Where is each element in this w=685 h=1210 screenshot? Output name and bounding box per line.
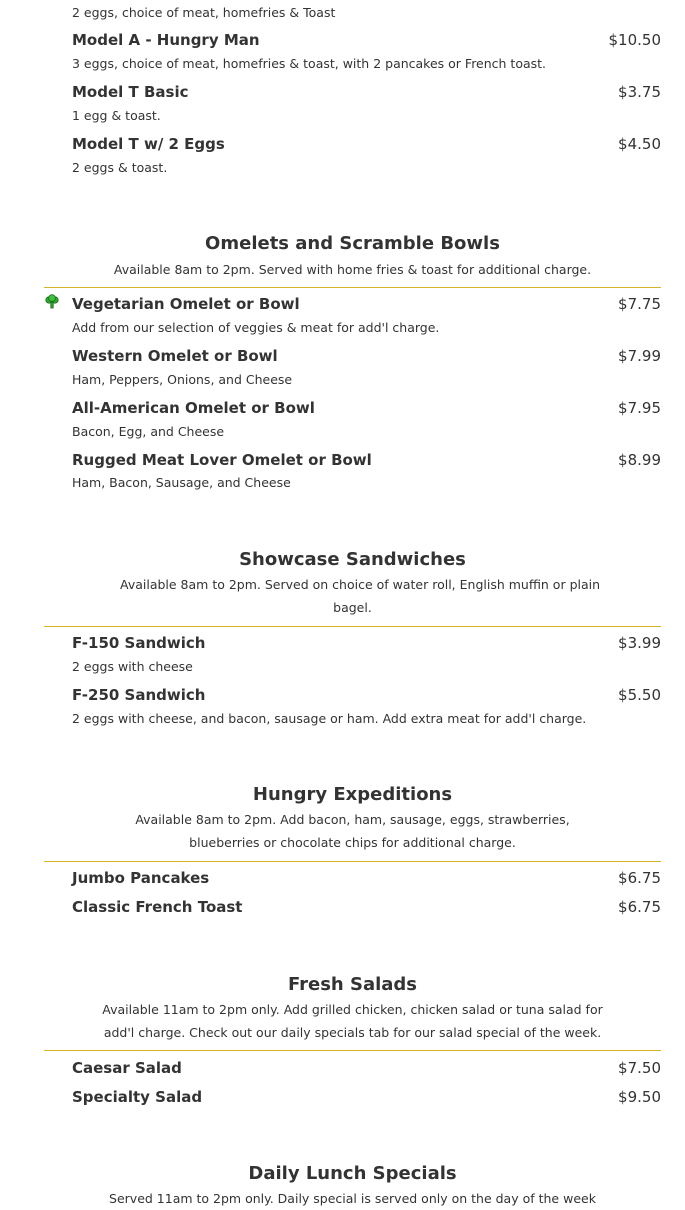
item-price: $7.75 bbox=[618, 295, 661, 313]
subtitle-line: Available 8am to 2pm. Served on choice of water roll, English muffin or plain bbox=[120, 577, 601, 592]
item-description: 2 eggs & toast. bbox=[72, 160, 168, 175]
item-price: $8.99 bbox=[618, 451, 661, 469]
item-name: Vegetarian Omelet or Bowl bbox=[72, 295, 300, 313]
section-subtitle-salads bbox=[100, 998, 605, 1044]
item-description: 3 eggs, choice of meat, homefries & toast, with 2 pancakes or French toast. bbox=[72, 56, 547, 71]
item-name: Classic French Toast bbox=[72, 898, 243, 916]
item-name: Specialty Salad bbox=[72, 1088, 203, 1106]
item-price: $9.50 bbox=[618, 1088, 661, 1106]
item-description: 2 eggs with cheese, and bacon, sausage or ham. Add extra meat for add'l charge. bbox=[72, 711, 587, 726]
section-title-sandwiches: Showcase Sandwiches bbox=[239, 549, 466, 570]
subtitle-line: Available 8am to 2pm. Add bacon, ham, sausage, eggs, strawberries, bbox=[135, 812, 570, 827]
item-price: $6.75 bbox=[618, 869, 661, 887]
section-divider bbox=[44, 287, 661, 288]
item-name: Caesar Salad bbox=[72, 1059, 182, 1077]
item-price: $7.99 bbox=[618, 347, 661, 365]
section-title-expeditions: Hungry Expeditions bbox=[252, 784, 453, 805]
section-divider bbox=[44, 1050, 661, 1051]
item-price: $5.50 bbox=[618, 686, 661, 704]
item-description: Bacon, Egg, and Cheese bbox=[72, 424, 225, 439]
item-description: 1 egg & toast. bbox=[72, 108, 161, 123]
subtitle-line: Available 11am to 2pm only. Add grilled chicken, chicken salad or tuna salad for bbox=[102, 1002, 603, 1017]
item-name: Rugged Meat Lover Omelet or Bowl bbox=[72, 451, 372, 469]
item-description: 2 eggs, choice of meat, homefries & Toast bbox=[72, 5, 336, 20]
item-description: Add from our selection of veggies & meat for add'l charge. bbox=[72, 320, 440, 335]
item-name: F-250 Sandwich bbox=[72, 686, 206, 704]
section-subtitle-expeditions bbox=[120, 808, 585, 854]
item-description: Ham, Bacon, Sausage, and Cheese bbox=[72, 475, 291, 490]
item-name: Model A - Hungry Man bbox=[72, 31, 260, 49]
subtitle-line: add'l charge. Check out our daily specials tab for our salad special of the week. bbox=[103, 1025, 602, 1040]
section-divider bbox=[44, 626, 661, 627]
item-price: $10.50 bbox=[608, 31, 661, 49]
subtitle-line: bagel. bbox=[333, 600, 372, 615]
broccoli-icon bbox=[44, 294, 60, 310]
item-name: F-150 Sandwich bbox=[72, 634, 206, 652]
section-subtitle-lunch-specials bbox=[44, 1187, 661, 1210]
section-title-omelets: Omelets and Scramble Bowls bbox=[205, 233, 500, 254]
item-description: Ham, Peppers, Onions, and Cheese bbox=[72, 372, 293, 387]
section-title-lunch-specials: Daily Lunch Specials bbox=[248, 1163, 457, 1184]
item-description: 2 eggs with cheese bbox=[72, 659, 193, 674]
item-price: $6.75 bbox=[618, 898, 661, 916]
item-name: Model T w/ 2 Eggs bbox=[72, 135, 225, 153]
subtitle-line: Served 11am to 2pm only. Daily special is served only on the day of the week bbox=[109, 1191, 596, 1206]
item-price: $7.50 bbox=[618, 1059, 661, 1077]
item-name: Model T Basic bbox=[72, 83, 189, 101]
item-price: $3.99 bbox=[618, 634, 661, 652]
section-subtitle-sandwiches bbox=[120, 573, 601, 619]
section-subtitle-omelets: Available 8am to 2pm. Served with home fries & toast for additional charge. bbox=[113, 262, 592, 277]
item-name: Jumbo Pancakes bbox=[72, 869, 210, 887]
section-title-salads: Fresh Salads bbox=[287, 974, 418, 995]
subtitle-line: blueberries or chocolate chips for additional charge. bbox=[189, 835, 516, 850]
item-price: $3.75 bbox=[618, 83, 661, 101]
item-price: $4.50 bbox=[618, 135, 661, 153]
section-divider bbox=[44, 861, 661, 862]
item-name: Western Omelet or Bowl bbox=[72, 347, 278, 365]
item-price: $7.95 bbox=[618, 399, 661, 417]
item-name: All-American Omelet or Bowl bbox=[72, 399, 315, 417]
